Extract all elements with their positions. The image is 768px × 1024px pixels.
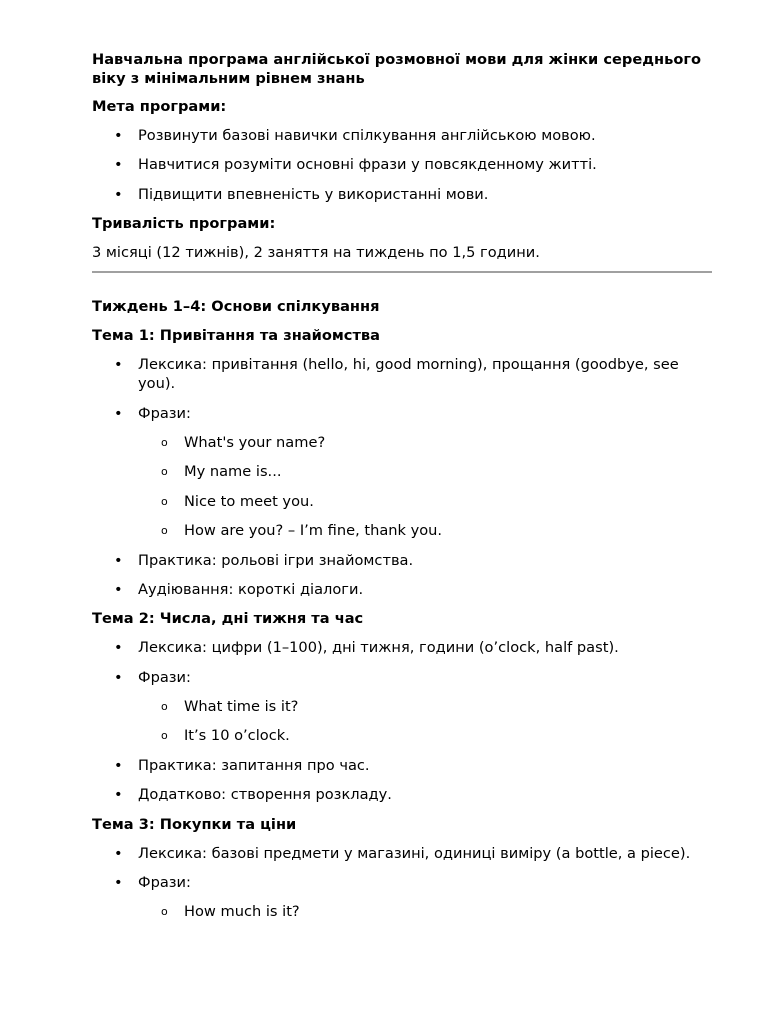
circle-bullet-icon: o xyxy=(161,524,168,538)
list-item xyxy=(138,902,712,921)
list-item xyxy=(138,433,712,452)
topic-1-heading: Тема 1: Привітання та знайомства xyxy=(92,327,380,345)
bullet-icon: • xyxy=(114,639,123,657)
bullet-icon: • xyxy=(114,156,123,174)
list-item xyxy=(92,756,712,775)
goal-text: Навчитися розуміти основні фрази у повсякденному житті. xyxy=(138,156,597,174)
vocab-text: Лексика: привітання (hello, hi, good morning), прощання (goodbye, see you). xyxy=(138,356,679,393)
topic-3-list xyxy=(92,844,712,922)
goal-list xyxy=(92,126,712,204)
vocab-text: Лексика: цифри (1–100), дні тижня, години (o’clock, half past). xyxy=(138,639,619,657)
topic-2-list xyxy=(92,638,712,804)
list-item xyxy=(92,185,712,204)
circle-bullet-icon: o xyxy=(161,494,168,508)
bullet-icon: • xyxy=(114,185,123,203)
bullet-icon: • xyxy=(114,786,123,804)
phrase-text: How are you? – I’m fine, thank you. xyxy=(184,522,443,540)
phrase-text: My name is... xyxy=(184,463,282,481)
horizontal-divider xyxy=(92,271,712,273)
vocab-text: Лексика: базові предмети у магазині, одиниці виміру (a bottle, a piece). xyxy=(138,844,691,862)
list-item xyxy=(138,697,712,716)
phrase-text: What's your name? xyxy=(184,433,326,451)
list-item xyxy=(92,844,712,863)
bullet-icon: • xyxy=(114,356,123,374)
phrases-label: Фрази: xyxy=(138,668,191,686)
bullet-icon: • xyxy=(114,580,123,598)
practice-text: Практика: рольові ігри знайомства. xyxy=(138,551,414,569)
phrase-list xyxy=(138,697,712,745)
duration-text: 3 місяці (12 тижнів), 2 заняття на тиждень по 1,5 години. xyxy=(92,244,540,262)
list-item xyxy=(138,521,712,540)
list-item xyxy=(92,873,712,921)
phrase-text: Nice to meet you. xyxy=(184,492,314,510)
list-item xyxy=(138,726,712,745)
goal-text: Підвищити впевненість у використанні мови. xyxy=(138,185,489,203)
list-item xyxy=(92,638,712,657)
extra-text: Додатково: створення розкладу. xyxy=(138,786,392,804)
bullet-icon: • xyxy=(114,551,123,569)
list-item xyxy=(92,126,712,145)
bullet-icon: • xyxy=(114,844,123,862)
circle-bullet-icon: o xyxy=(161,435,168,449)
phrase-text: What time is it? xyxy=(184,698,299,716)
phrase-text: How much is it? xyxy=(184,903,300,921)
circle-bullet-icon: o xyxy=(161,729,168,743)
phrase-list xyxy=(138,433,712,540)
bullet-icon: • xyxy=(114,668,123,686)
list-item xyxy=(92,551,712,570)
circle-bullet-icon: o xyxy=(161,700,168,714)
goal-text: Розвинути базові навички спілкування англійською мовою. xyxy=(138,127,596,144)
bullet-icon: • xyxy=(114,404,123,422)
list-item xyxy=(92,155,712,174)
list-item xyxy=(92,668,712,746)
phrase-text: It’s 10 o’clock. xyxy=(184,727,290,745)
bullet-icon: • xyxy=(114,874,123,892)
list-item xyxy=(92,355,712,393)
topic-1-list xyxy=(92,355,712,599)
week-heading: Тиждень 1–4: Основи спілкування xyxy=(92,298,380,316)
bullet-icon: • xyxy=(114,127,123,144)
phrase-list xyxy=(138,902,712,921)
duration-heading: Тривалість програми: xyxy=(92,215,276,233)
list-item xyxy=(138,462,712,481)
list-item xyxy=(92,785,712,804)
phrases-label: Фрази: xyxy=(138,404,191,422)
topic-3-heading: Тема 3: Покупки та ціни xyxy=(92,815,297,833)
phrases-label: Фрази: xyxy=(138,874,191,892)
topic-2-heading: Тема 2: Числа, дні тижня та час xyxy=(92,610,364,628)
list-item xyxy=(92,404,712,541)
list-item xyxy=(92,580,712,599)
goal-heading: Мета програми: xyxy=(92,98,227,115)
circle-bullet-icon: o xyxy=(161,905,168,919)
practice-text: Практика: запитання про час. xyxy=(138,756,370,774)
document-title: Навчальна програма англійської розмовної мови для жінки середнього віку з мінімальним рівнем знань xyxy=(92,51,702,87)
bullet-icon: • xyxy=(114,756,123,774)
list-item xyxy=(138,492,712,511)
circle-bullet-icon: o xyxy=(161,465,168,479)
listening-text: Аудіювання: короткі діалоги. xyxy=(138,580,364,598)
